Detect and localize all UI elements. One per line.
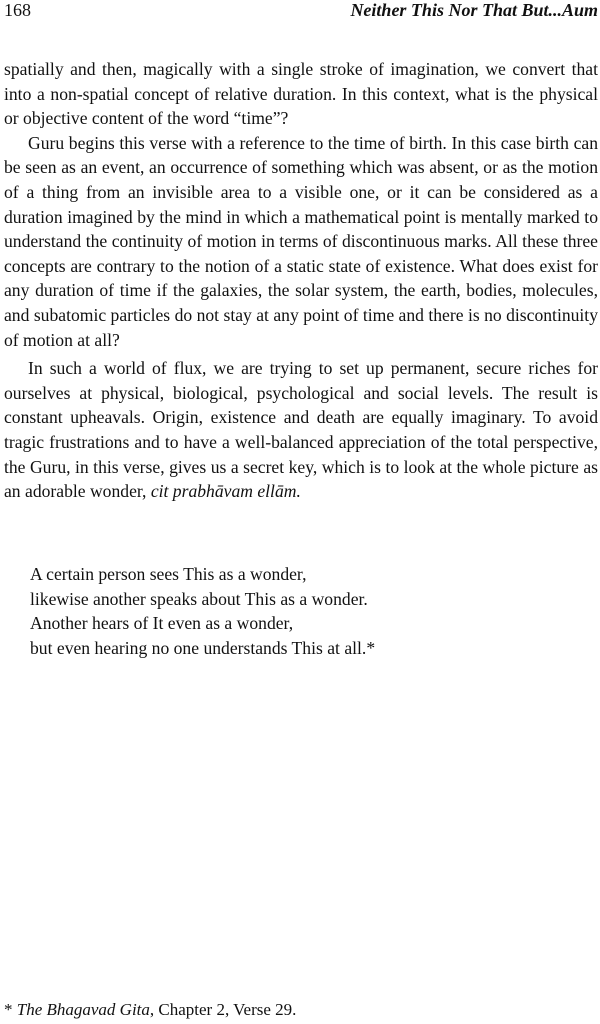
page-number: 168 bbox=[4, 0, 31, 20]
verse-quote bbox=[30, 562, 375, 660]
verse-line-1: A certain person sees This as a wonder, bbox=[30, 564, 307, 584]
running-head bbox=[4, 0, 598, 24]
footnote-marker: * bbox=[4, 1000, 17, 1019]
paragraph-3-text: In such a world of flux, we are trying to set up permanent, secure riches for ourselves at physical, biological, psychological and social levels. The result is constant upheavals. Origin, existence and death are equally imaginary. To avoid tragic frustrations and to have a well-balanced appreciation of the total perspective, the Guru, in this verse, gives us a secret key, which is to look at the whole picture as an adorable wonder, bbox=[4, 358, 598, 502]
paragraph-2: Guru begins this verse with a reference to the time of birth. In this case birth can be seen as an event, an occurrence of something which was absent, or as the motion of a thing from an invisible area to a visible one, or it can be considered as a duration imagined by the mind in which a mathematical point is mentally marked to understand the continuity of motion in terms of discontinuous marks. All these three concepts are contrary to the notion of a static state of existence. What does exist for any duration of time if the galaxies, the solar system, the earth, bodies, molecules, and subatomic particles do not stay at any point of time and there is no discontinuity of motion at all? bbox=[4, 132, 598, 350]
body-text bbox=[4, 57, 598, 504]
footnote-rest: , Chapter 2, Verse 29. bbox=[149, 1000, 297, 1019]
verse-line-3: Another hears of It even as a wonder, bbox=[30, 613, 294, 634]
footnote bbox=[4, 1000, 296, 1020]
paragraph-3-italic: cit prabhāvam ellām. bbox=[150, 481, 301, 502]
footnote-title: The Bhagavad Gita bbox=[16, 1000, 150, 1019]
running-title: Neither This Nor That But...Aum bbox=[350, 0, 598, 20]
paragraph-1: spatially and then, magically with a single stroke of imagination, we convert that into a non-spatial concept of relative duration. In this context, what is the physical or objective content of the word “time”? bbox=[4, 59, 598, 129]
paragraph-3 bbox=[4, 356, 598, 504]
verse-line-4: but even hearing no one understands This at all.* bbox=[30, 637, 376, 658]
verse-line-2: likewise another speaks about This as a wonder. bbox=[30, 588, 368, 609]
